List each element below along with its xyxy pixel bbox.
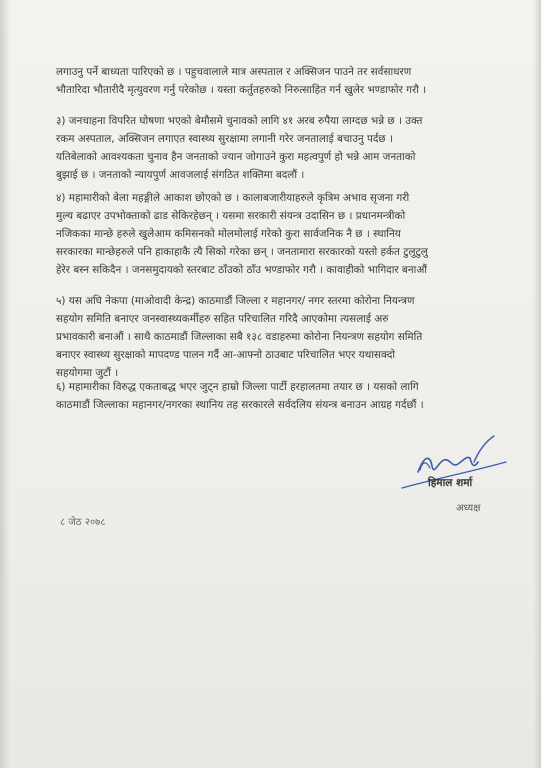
text-line: बनाएर स्वास्थ्य सुरक्षाको मापदण्ड पालन गर्दै आ-आफ्नो ठाउबाट परिचालित भएर यथासक्दो — [56, 349, 396, 361]
text-line: मुल्य बढाएर उपभोक्ताको ढाड सेकिरहेछन् । यसमा सरकारी संयन्त्र उदासिन छ । प्रधानमन्त्रीको — [56, 210, 406, 222]
signer-name: हिमाल शर्मा — [428, 477, 473, 489]
paragraph-point-4 — [56, 189, 496, 279]
signer-title: अध्यक्ष — [456, 503, 481, 514]
text-line: सहयोगमा जुटौं । — [56, 367, 119, 379]
document-date: ८ जेठ २०७८ — [60, 517, 106, 528]
text-line: लगाउनु पर्ने बाध्यता पारिएको छ । पहुचवालाले मात्र अस्पताल र अक्सिजन पाउने तर सर्वसाधरण — [56, 66, 412, 78]
paragraph-continued — [56, 63, 496, 99]
text-line: यतिबेलाको आवश्यकता चुनाव हैन जनताको ज्यान जोगाउने कुरा महत्वपुर्ण हो भन्ने आम जनताको — [56, 151, 416, 163]
paragraph-point-5 — [56, 292, 496, 382]
text-line: हेरेर बस्न सकिदैन । जनसमुदायको स्तरबाट ठाँउको ठाँउ भण्डाफोर गरौ । कावाहीको भागिदार बनाऔं — [56, 264, 427, 276]
text-line: भौतारिदा भौतारीदै मृत्युवरण गर्नु परेकोछ । यस्ता कर्तुतहरुको निरुत्साहित गर्न खुलेर भण्डाफोर गरौ । — [56, 84, 427, 96]
text-line: बुझाई छ । जनताको न्यायपुर्ण आवजलाई संगठित शक्तिमा बदलौं । — [56, 169, 305, 181]
text-line: प्रभावकारी बनाऔं । साथै काठमाडौं जिल्लाका सबै १३८ वडाहरुमा कोरोना नियन्त्रण सहयोग समिति — [56, 331, 423, 343]
paragraph-point-3 — [56, 112, 496, 184]
paper-shadow-right — [533, 0, 541, 768]
text-line: ३) जनचाहना विपरित घोषणा भएको बेमौसमे चुनावको लागि ४१ अरब रुपैया लाग्दछ भन्ने छ । उक्त — [56, 115, 423, 127]
text-line: ६) महामारीका विरुद्ध एकताबद्ध भएर जुट्न हाम्रो जिल्ला पार्टी हरहालतमा तयार छ । यसको लागि — [56, 381, 419, 393]
text-line: ५) यस अघि नेकपा (माओवादी केन्द्र) काठमाडौं जिल्ला र महानगर/ नगर स्तरमा कोरोना नियन्त्रण — [56, 295, 415, 307]
text-line: काठमाडौं जिल्लाका महानगर/नगरका स्थानिय तह सरकारले सर्वदलिय संयन्त्र बनाउन आग्रह गर्दछौं । — [56, 399, 424, 411]
text-line: ४) महामारीको बेला महङ्गीले आकाश छोएको छ । कालाबजारीयाहरुले कृत्रिम अभाव सृजना गरी — [56, 192, 410, 204]
text-line: सहयोग समिति बनाएर जनस्वास्थ्यकर्मीहरु सहित परिचालित गरिदै आएकोमा त्यसलाई अरु — [56, 313, 389, 325]
text-line: रकम अस्पताल, अक्सिजन लगाएत स्वास्थ्य सुरक्षामा लगानी गरेर जनतालाई बचाउनु पर्दछ । — [56, 133, 393, 145]
paper-shadow-left — [0, 0, 10, 768]
signature-block — [400, 432, 510, 512]
text-line: सरकारका मान्छेहरुले पनि हाकाहाकै त्यै सिको गरेका छन् । जनतामारा सरकारको यस्तो हर्कत टुलुटुलु — [56, 246, 428, 258]
text-line: नजिकका मान्छे हरुले खुलेआम कमिसनको मोलमोलाई गरेको कुरा सार्वजनिक नै छ । स्थानिय — [56, 228, 401, 240]
paragraph-point-6 — [56, 378, 496, 414]
